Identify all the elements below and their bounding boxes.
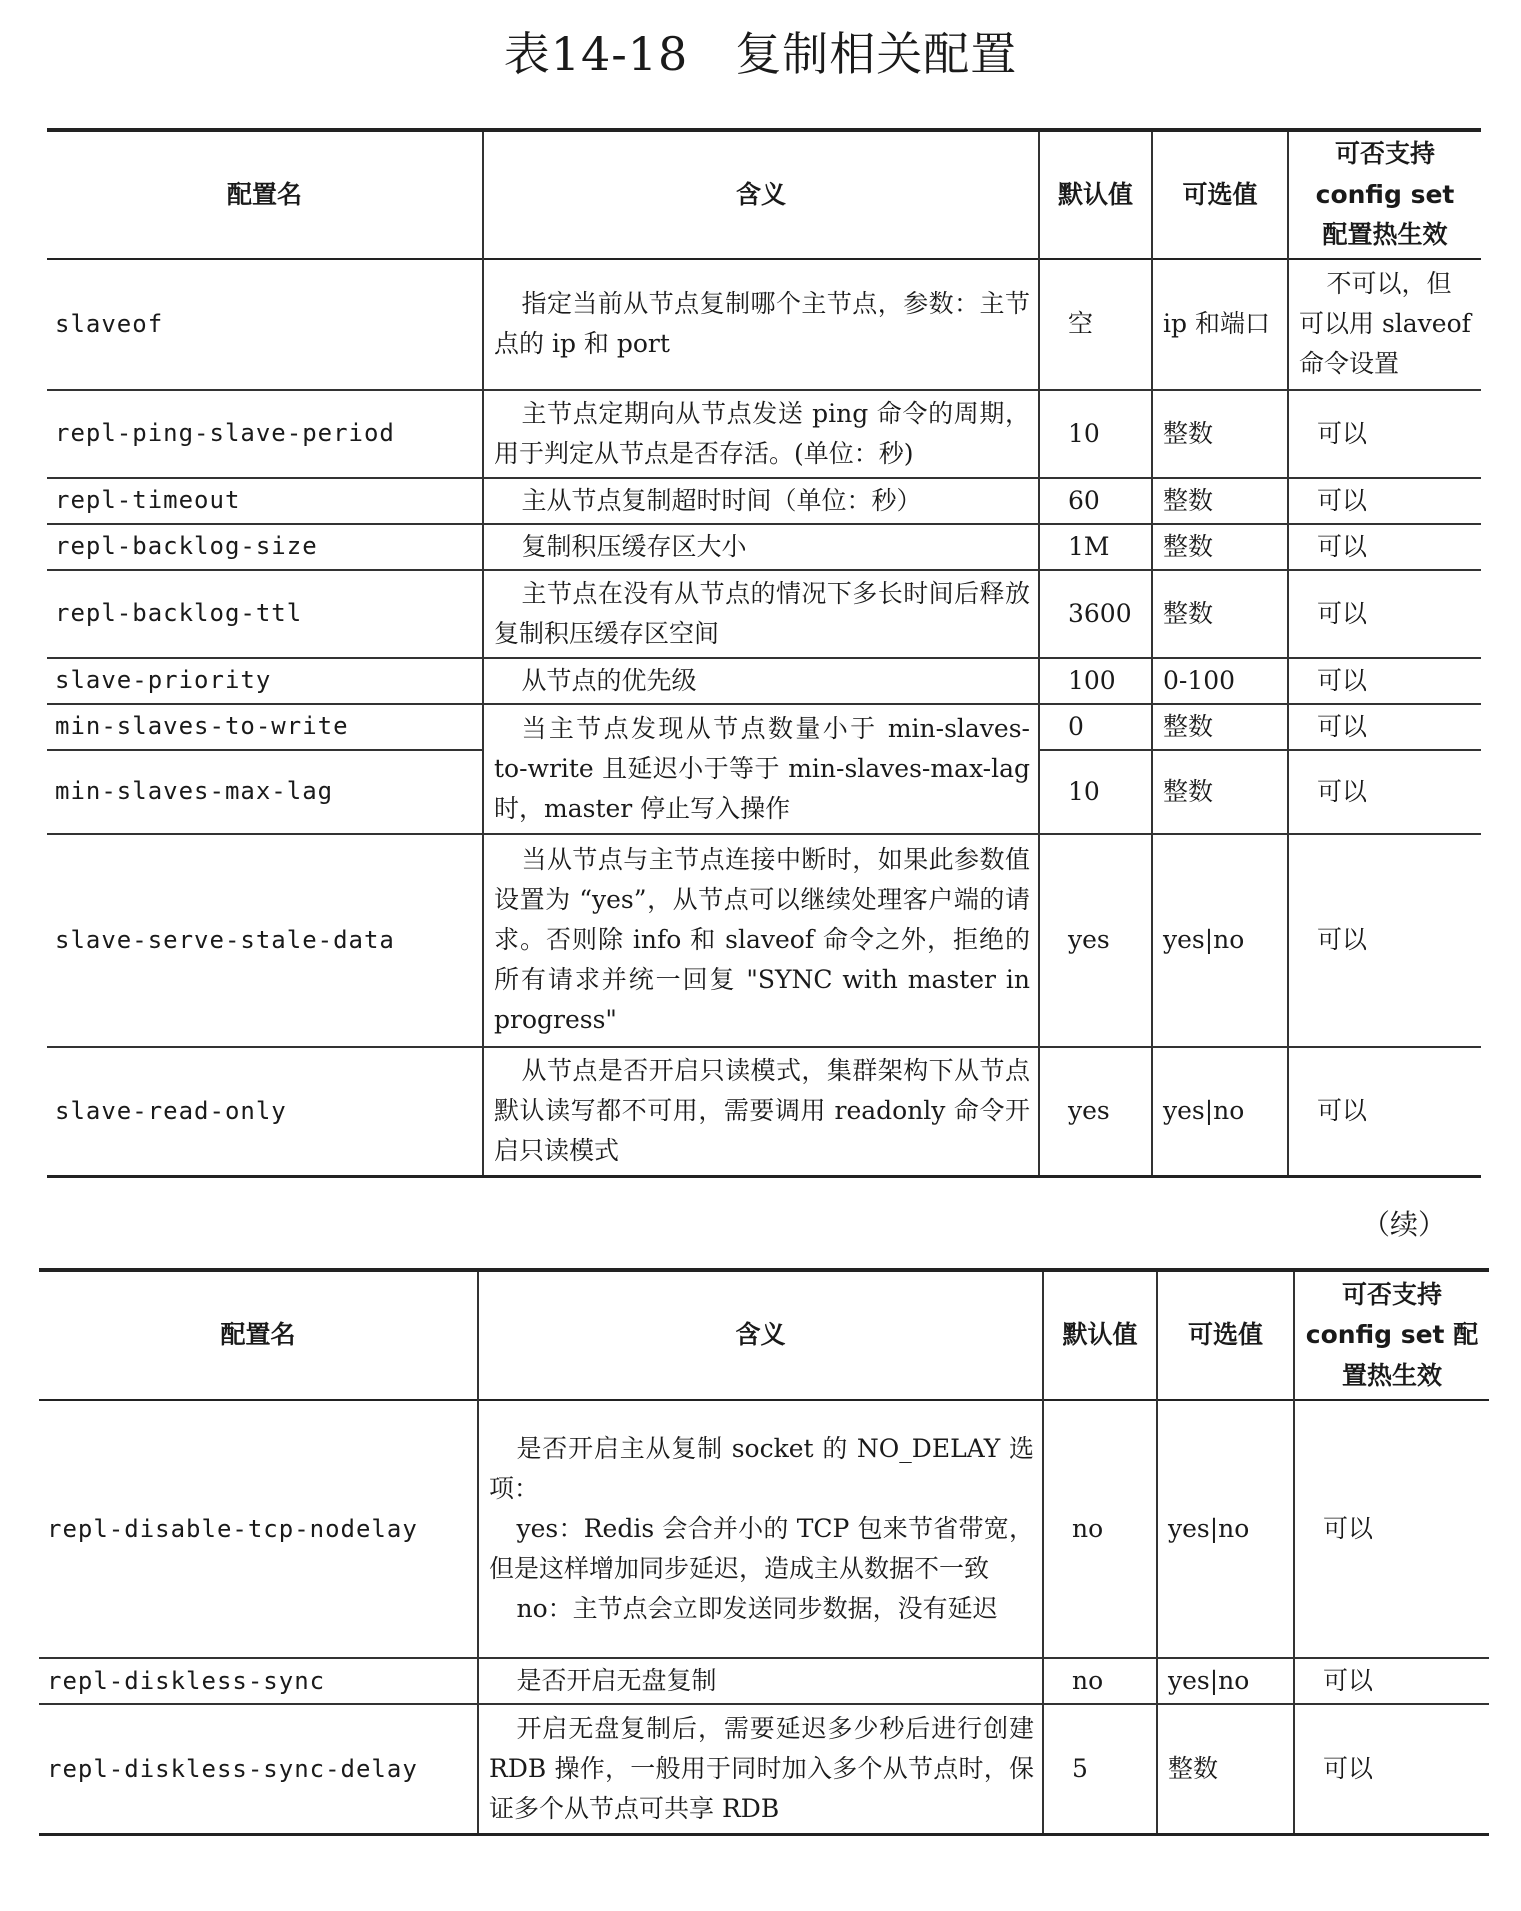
config-hot: 可以 bbox=[1288, 1047, 1481, 1177]
config-default: 60 bbox=[1039, 478, 1152, 524]
config-default: 10 bbox=[1039, 390, 1152, 478]
config-default: no bbox=[1043, 1400, 1157, 1658]
config-name: repl-backlog-ttl bbox=[55, 599, 303, 628]
header-meaning: 含义 bbox=[478, 1270, 1043, 1400]
meaning-line: yes：Redis 会合并小的 TCP 包来节省带宽，但是这样增加同步延迟，造成主从数据不一致 bbox=[489, 1514, 1034, 1583]
header-options: 可选值 bbox=[1152, 130, 1288, 259]
table-row bbox=[47, 834, 1481, 1047]
config-hot: 可以 bbox=[1288, 570, 1481, 658]
table-row bbox=[39, 1658, 1489, 1704]
config-options: yes|no bbox=[1157, 1400, 1294, 1658]
config-name: min-slaves-to-write bbox=[55, 712, 349, 741]
config-default: yes bbox=[1039, 834, 1152, 1047]
config-default: 100 bbox=[1039, 658, 1152, 704]
config-hot: 不可以，但可以用 slaveof 命令设置 bbox=[1288, 259, 1481, 390]
table-row bbox=[47, 478, 1481, 524]
config-default: 10 bbox=[1039, 750, 1152, 834]
config-name: repl-disable-tcp-nodelay bbox=[47, 1514, 418, 1543]
config-options: 整数 bbox=[1152, 570, 1288, 658]
header-name: 配置名 bbox=[226, 179, 302, 209]
table-title: 表14-18 复制相关配置 bbox=[503, 27, 1018, 81]
config-meaning: 开启无盘复制后，需要延迟多少秒后进行创建 RDB 操作，一般用于同时加入多个从节点时，保证多个从节点可共享 RDB bbox=[478, 1704, 1043, 1834]
table-row bbox=[47, 658, 1481, 704]
config-name: min-slaves-max-lag bbox=[55, 777, 334, 806]
config-name: slaveof bbox=[55, 309, 164, 338]
config-options: yes|no bbox=[1157, 1658, 1294, 1704]
table-header-row bbox=[39, 1270, 1489, 1400]
config-hot: 可以 bbox=[1288, 750, 1481, 834]
config-meaning: 从节点是否开启只读模式，集群架构下从节点默认读写都不可用，需要调用 readonly 命令开启只读模式 bbox=[483, 1047, 1039, 1177]
header-hot: 可否支持 config set 配置热生效 bbox=[1294, 1270, 1489, 1400]
config-meaning: 当从节点与主节点连接中断时，如果此参数值设置为 “yes”，从节点可以继续处理客户端的请求。否则除 info 和 slaveof 命令之外，拒绝的所有请求并统一回复 "SYNC with master in progress" bbox=[483, 834, 1039, 1047]
table-row bbox=[47, 570, 1481, 658]
table-row bbox=[39, 1704, 1489, 1834]
config-name: repl-backlog-size bbox=[55, 532, 318, 561]
config-options: 整数 bbox=[1152, 524, 1288, 570]
config-hot: 可以 bbox=[1288, 834, 1481, 1047]
config-name: slave-read-only bbox=[55, 1097, 287, 1126]
meaning-line: no：主节点会立即发送同步数据，没有延迟 bbox=[516, 1594, 998, 1623]
config-meaning: 指定当前从节点复制哪个主节点，参数：主节点的 ip 和 port bbox=[483, 259, 1039, 390]
config-default: yes bbox=[1039, 1047, 1152, 1177]
header-options: 可选值 bbox=[1157, 1270, 1294, 1400]
config-default: 空 bbox=[1039, 259, 1152, 390]
config-meaning: 是否开启无盘复制 bbox=[478, 1658, 1043, 1704]
config-options: yes|no bbox=[1152, 834, 1288, 1047]
table-row bbox=[39, 1400, 1489, 1658]
config-name: repl-timeout bbox=[55, 486, 241, 515]
table-row bbox=[47, 259, 1481, 390]
config-hot: 可以 bbox=[1288, 524, 1481, 570]
header-default: 默认值 bbox=[1039, 130, 1152, 259]
meaning-line: 是否开启主从复制 socket 的 NO_DELAY 选项： bbox=[489, 1434, 1034, 1503]
config-default: 0 bbox=[1039, 704, 1152, 750]
config-meaning: 当主节点发现从节点数量小于 min-slaves-to-write 且延迟小于等于 min-slaves-max-lag 时，master 停止写入操作 bbox=[483, 704, 1039, 834]
config-table bbox=[47, 128, 1481, 1178]
table-row bbox=[47, 704, 1481, 750]
config-meaning: 从节点的优先级 bbox=[483, 658, 1039, 704]
config-meaning: 主从节点复制超时时间（单位：秒） bbox=[483, 478, 1039, 524]
header-name: 配置名 bbox=[220, 1320, 296, 1350]
config-default: 1M bbox=[1039, 524, 1152, 570]
config-hot: 可以 bbox=[1288, 390, 1481, 478]
config-hot: 可以 bbox=[1288, 704, 1481, 750]
config-hot: 可以 bbox=[1288, 658, 1481, 704]
config-hot: 可以 bbox=[1294, 1658, 1489, 1704]
config-options: 整数 bbox=[1152, 390, 1288, 478]
config-meaning: 复制积压缓存区大小 bbox=[483, 524, 1039, 570]
config-name: slave-serve-stale-data bbox=[55, 925, 395, 954]
config-name: repl-diskless-sync-delay bbox=[47, 1754, 418, 1783]
table-row bbox=[47, 524, 1481, 570]
continued-label: （续） bbox=[1361, 1208, 1446, 1241]
header-meaning: 含义 bbox=[483, 130, 1039, 259]
config-options: ip 和端口 bbox=[1152, 259, 1288, 390]
table-row bbox=[47, 390, 1481, 478]
config-meaning: 主节点在没有从节点的情况下多长时间后释放复制积压缓存区空间 bbox=[483, 570, 1039, 658]
config-default: no bbox=[1043, 1658, 1157, 1704]
table-row bbox=[47, 1047, 1481, 1177]
table-header-row bbox=[47, 130, 1481, 259]
config-hot: 可以 bbox=[1294, 1704, 1489, 1834]
config-options: 0-100 bbox=[1152, 658, 1288, 704]
config-options: 整数 bbox=[1152, 750, 1288, 834]
config-meaning bbox=[478, 1400, 1043, 1658]
config-meaning: 主节点定期向从节点发送 ping 命令的周期，用于判定从节点是否存活。(单位：秒) bbox=[483, 390, 1039, 478]
config-name: slave-priority bbox=[55, 666, 272, 695]
config-options: 整数 bbox=[1152, 704, 1288, 750]
config-hot: 可以 bbox=[1294, 1400, 1489, 1658]
header-hot: 可否支持 config set 配置热生效 bbox=[1288, 130, 1481, 259]
config-hot: 可以 bbox=[1288, 478, 1481, 524]
config-options: 整数 bbox=[1157, 1704, 1294, 1834]
config-name: repl-diskless-sync bbox=[47, 1666, 326, 1695]
config-options: 整数 bbox=[1152, 478, 1288, 524]
config-default: 5 bbox=[1043, 1704, 1157, 1834]
header-default: 默认值 bbox=[1043, 1270, 1157, 1400]
config-table-continued bbox=[39, 1268, 1489, 1836]
config-default: 3600 bbox=[1039, 570, 1152, 658]
config-name: repl-ping-slave-period bbox=[55, 419, 395, 448]
config-options: yes|no bbox=[1152, 1047, 1288, 1177]
